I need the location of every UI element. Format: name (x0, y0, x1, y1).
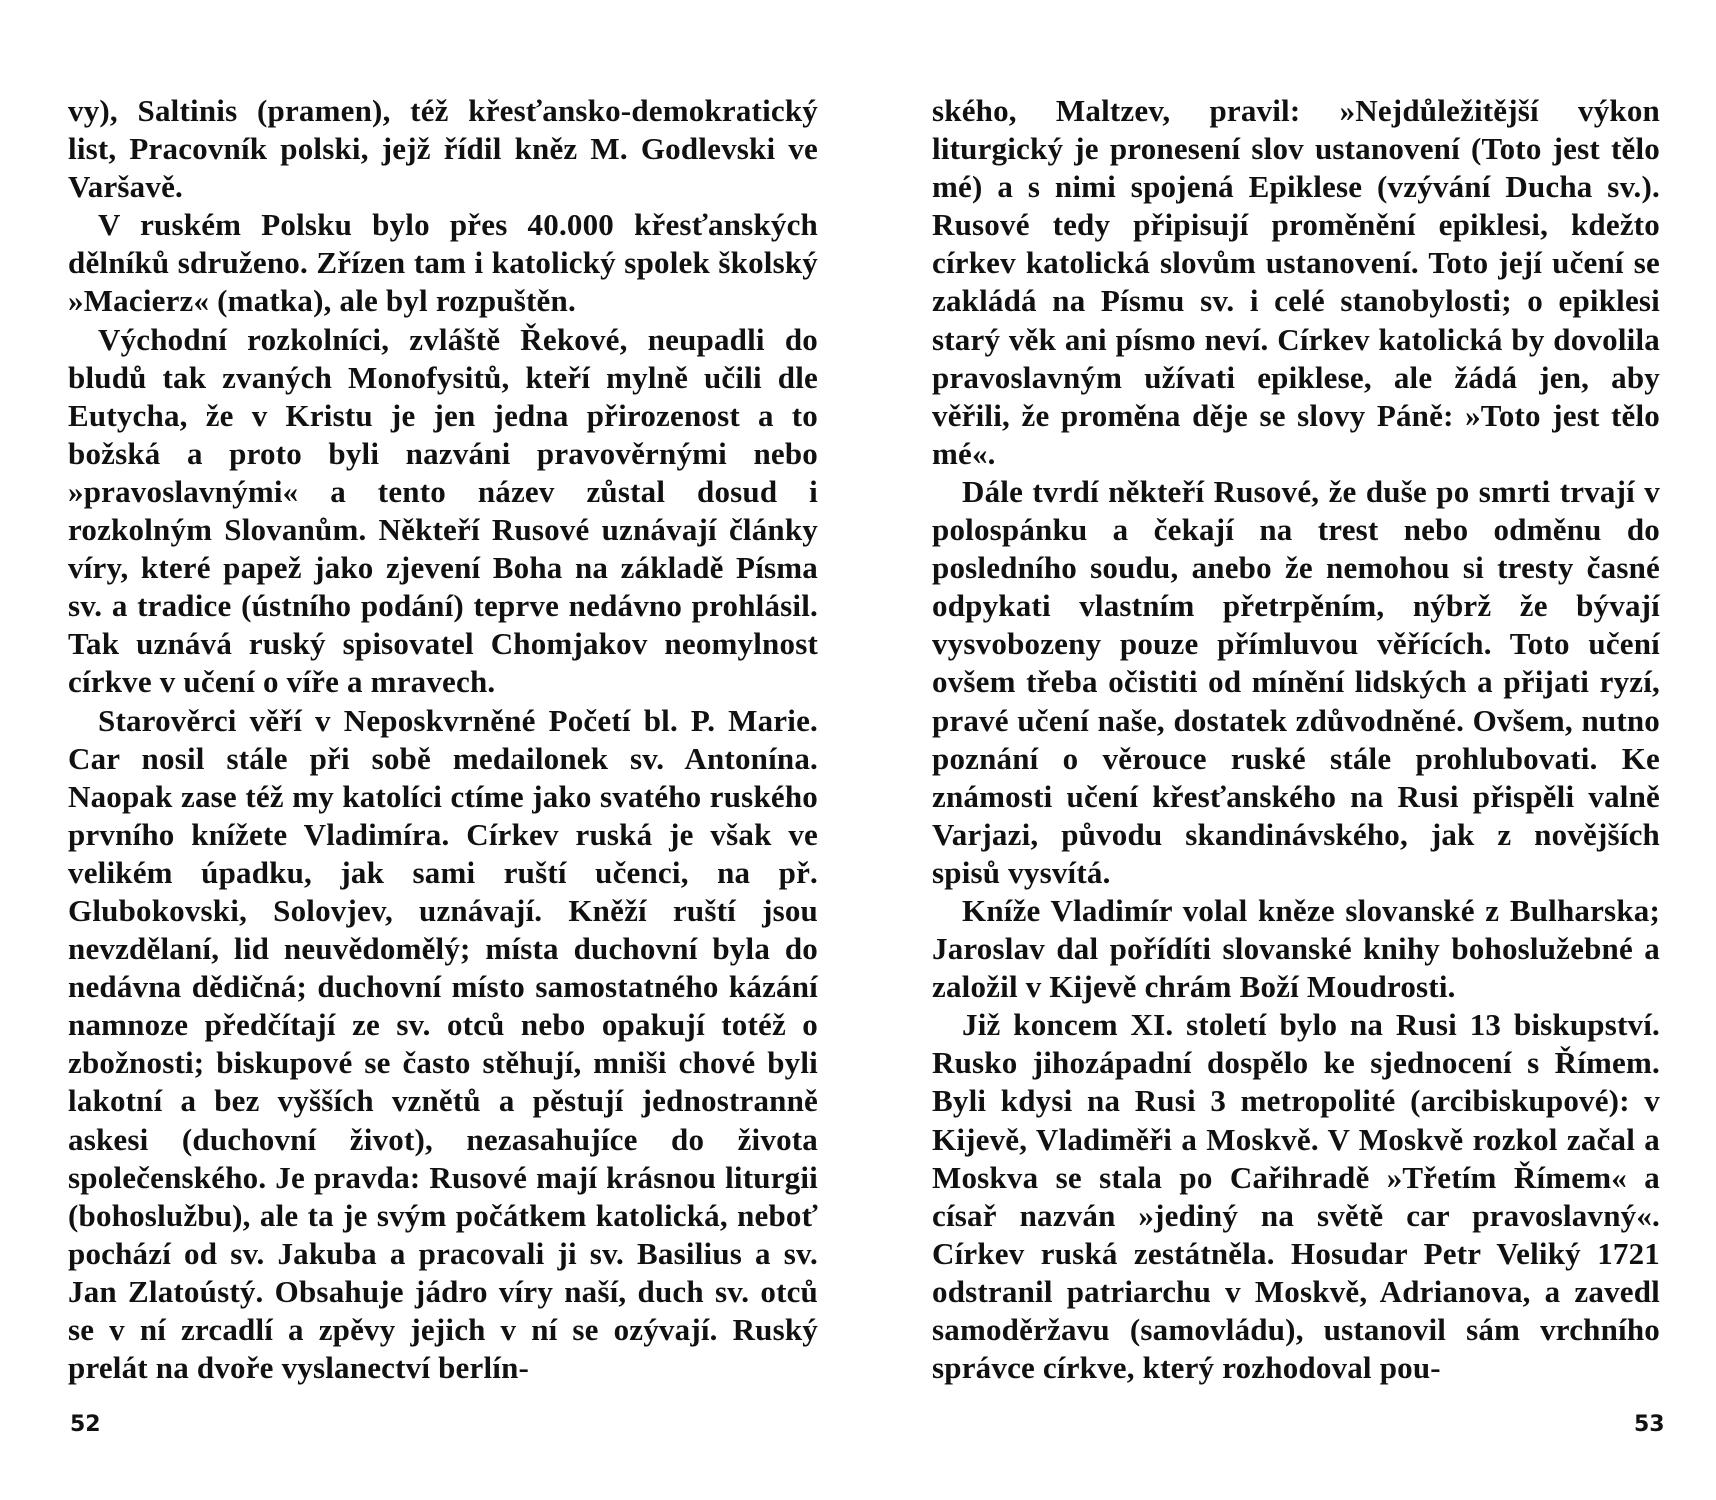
left-page (68, 92, 818, 1387)
left-paragraph-2: V ruském Polsku bylo přes 40.000 křesťanských dělníků sdruženo. Zřízen tam i katolický spolek školský »Macierz« (matka), ale byl rozpuštěn. (68, 207, 818, 319)
right-paragraph-2: Dále tvrdí někteří Rusové, že duše po smrti trvají v polospánku a čekají na trest nebo odměnu do posledního soudu, anebo že nemohou si tresty časné odpykati vlastním přetrpěním, nýbrž že bývají vysvobozeny pouze přímluvou věřících. Toto učení ovšem třeba očistiti od mínění lidských a přijati ryzí, pravé učení naše, dostatek zdůvodněné. Ovšem, nutno poznání o věrouce ruské stále prohlubovati. Ke známosti učení křesťanského na Rusi přispěli valně Varjazi, původu skandinávského, jak z novějších spisů vysvítá. (932, 473, 1660, 890)
right-page-text (932, 92, 1660, 1387)
left-paragraph-3: Východní rozkolníci, zvláště Řekové, neupadli do bludů tak zvaných Monofysitů, kteří mylně učili dle Eutycha, že v Kristu je jen jedna přirozenost a to božská a proto byli nazváni pravověrnými nebo »pravoslavnými« a tento název zůstal dosud i rozkolným Slovanům. Někteří Rusové uznávají články víry, které papež jako zjevení Boha na základě Písma sv. a tradice (ústního podání) teprve nedávno prohlásil. Tak uznává ruský spisovatel Chomjakov neomylnost církve v učení o víře a mravech. (68, 321, 818, 700)
right-paragraph-1: ského, Maltzev, pravil: »Nejdůležitější výkon liturgický je pronesení slov ustanovení (Toto jest tělo mé) a s nimi spojená Epiklese (vzývání Ducha sv.). Rusové tedy připisují proměnění epiklesi, kdežto církev katolická slovům ustanovení. Toto její učení se zakládá na Písmu sv. i celé stanobylosti; o epiklesi starý věk ani písmo neví. Církev katolická by dovolila pravoslavným užívati epiklese, ale žádá jen, aby věřili, že proměna děje se slovy Páně: »Toto jest tělo mé«. (932, 93, 1660, 471)
left-page-text (68, 92, 818, 1387)
right-page (932, 92, 1660, 1387)
right-paragraph-4: Již koncem XI. století bylo na Rusi 13 biskupství. Rusko jihozápadní dospělo ke sjednocení s Římem. Byli kdysi na Rusi 3 metropolité (arcibiskupové): v Kijevě, Vladiměři a Moskvě. V Moskvě rozkol začal a Moskva se stala po Cařihradě »Třetím Římem« a císař nazván »jediný na světě car pravoslavný«. Církev ruská zestátněla. Hosudar Petr Veliký 1721 odstranil patriarchu v Moskvě, Adrianova, a zavedl samoděržavu (samovládu), ustanovil sám vrchního správce církve, který rozhodoval pou- (932, 1007, 1660, 1386)
right-page-number: 53 (1634, 1412, 1665, 1437)
left-page-number: 52 (70, 1412, 101, 1437)
left-paragraph-1: vy), Saltinis (pramen), též křesťansko-demokratický list, Pracovník polski, jejž řídil kněz M. Godlevski ve Varšavě. (68, 93, 818, 205)
right-paragraph-3: Kníže Vladimír volal kněze slovanské z Bulharska; Jaroslav dal pořídíti slovanské knihy bohoslužebné a založil v Kijevě chrám Boží Moudrosti. (932, 892, 1660, 1005)
left-paragraph-4: Starověrci věří v Neposkvrněné Početí bl. P. Marie. Car nosil stále při sobě medailonek sv. Antonína. Naopak zase též my katolíci ctíme jako svatého ruského prvního knížete Vladimíra. Církev ruská je však ve velikém úpadku, jak sami ruští učenci, na př. Glubokovski, Solovjev, uznávají. Kněží ruští jsou nevzdělaní, lid neuvědomělý; místa duchovní byla do nedávna dědičná; duchovní místo samostatného kázání namnoze předčítají ze sv. otců nebo opakují totéž o zbožnosti; biskupové se často stěhují, mniši chové byli lakotní a bez vyšších vznětů a pěstují jednostranně askesi (duchovní život), nezasahujíce do života společenského. Je pravda: Rusové mají krásnou liturgii (bohoslužbu), ale ta je svým počátkem katolická, neboť pochází od sv. Jakuba a pracovali ji sv. Basilius a sv. Jan Zlatoústý. Obsahuje jádro víry naší, duch sv. otců se v ní zrcadlí a zpěvy jejich v ní se ozývají. Ruský prelát na dvoře vyslanectví berlín- (68, 702, 818, 1386)
